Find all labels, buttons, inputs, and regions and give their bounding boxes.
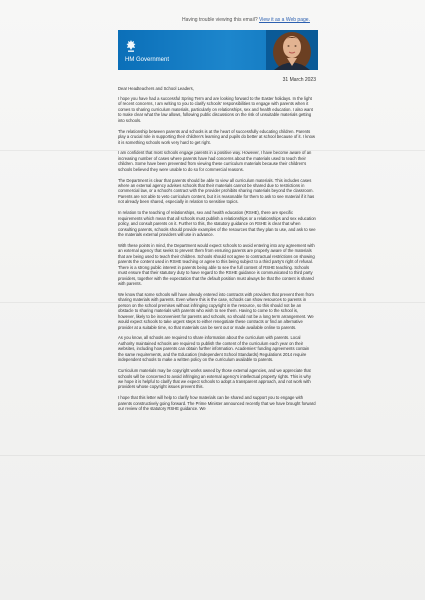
- royal-crest-icon: [125, 39, 137, 53]
- paper-fold-line: [0, 455, 425, 456]
- hm-government-banner: [118, 30, 318, 70]
- paragraph: I hope that this letter will help to clarify how materials can be shared and support you to engage with parents constructively going forward. The Prime Minister announced recently that we have brought forward our review of the statutory RSHE guidance. We: [118, 395, 316, 412]
- paragraph: As you know, all schools are required to share information about the curriculum with parents. Local Authority maintained schools are required to publish the content of the curriculum each year on their websites, including how parents can obtain further information. Academies' funding agreements contain the same requirements, and the Education (Independent School Standards) Regulations 2014 require independent schools to make a written policy on the curriculum available to parents.: [118, 335, 310, 363]
- paragraph: I am confident that most schools engage parents in a positive way. However, I have become aware of an increasing number of cases where parents have had concerns about the materials used to teach their children. Some have been prevented from viewing these curriculum materials because their children's schools believed they were unable to do so for commercial reasons.: [118, 150, 312, 172]
- paragraph: With these points in mind, the Department would expect schools to avoid entering into any agreement with an external agency that seeks to prevent them from ensuring parents are properly aware of the materials that are being used to teach their children. Schools should not agree to contractual restrictions on showing parents the content used in RSHE teaching or agree to this being subject to a third party's right of refusal. There is a strong public interest in parents being able to see the full content of RSHE teaching. Schools must ensure that their statutory duty to have regard to the RSHE guidance is communicated to third party providers, together with the expectation that the default position must always be that the content is shared with parents.: [118, 242, 315, 287]
- trouble-viewing-text: Having trouble viewing this email?: [182, 17, 258, 23]
- paragraph: Curriculum materials may be copyright works owned by those external agencies, and we appreciate that schools will be concerned to avoid infringing an external agency's intellectual property rights. This is why we hope it is helpful to clarify that we expect schools to adopt a transparent approach, and not work with providers whose copyright issues prevent this.: [118, 368, 311, 390]
- paragraph: The Department is clear that parents should be able to view all curriculum materials. This includes cases where an external agency advises schools that their materials cannot be shared due to restrictions in commercial law, or a school's contract with the provider prohibits sharing materials beyond the classroom. Parents are not able to veto curriculum content, but it is reasonable for them to ask to see material if it has not already been shared, especially in relation to sensitive topics.: [118, 177, 315, 205]
- minister-portrait-image: [266, 30, 318, 70]
- paragraph: I hope you have had a successful Spring Term and are looking forward to the Easter holidays. In the light of recent concerns, I am writing to you to clarify schools' responsibilities to engage with parents when it comes to sharing curriculum materials, particularly on relationships, sex and health education. I also want to make clear what the law allows, following public discussions on the risk of unsuitable materials getting into schools.: [118, 95, 313, 123]
- paragraph: The relationship between parents and schools is at the heart of successfully educating children. Parents play a crucial role in supporting their children's learning and pupils do better at school because of it. I know it is something schools work very hard to get right.: [118, 128, 316, 145]
- paragraph: We know that some schools will have already entered into contracts with providers that prevent them from sharing materials with parents. Even where this is the case, schools can show resources to parents in person on the school premises without infringing copyright in the resource, so this should not be an obstacle to sharing materials with parents who wish to see them. Having to come to the school is, however, likely to be inconvenient for parents and schools, so should not be a long term arrangement. We would expect schools to take urgent steps to either renegotiate these contracts or find an alternative provider at a suitable time, so that materials can be sent out or made available online to parents.: [118, 291, 314, 330]
- salutation: Dear Headteachers and School Leaders,: [118, 86, 194, 91]
- org-name: HM Government: [125, 57, 170, 63]
- email-header-line: [182, 17, 310, 23]
- letter-date: 31 March 2023: [282, 77, 316, 83]
- view-as-web-page-link[interactable]: View it as a Web page.: [258, 17, 310, 23]
- paragraph: In relation to the teaching of relationships, sex and health education (RSHE), there are specific requirements which mean that all schools must publish a relationships or a relationships and sex education policy, and consult parents on it. Further to this, the statutory guidance on RSHE is clear that when consulting parents, schools should provide examples of the resources that they plan to use, and ask to see the materials external providers will use in advance.: [118, 210, 316, 238]
- letter-body: [118, 86, 316, 417]
